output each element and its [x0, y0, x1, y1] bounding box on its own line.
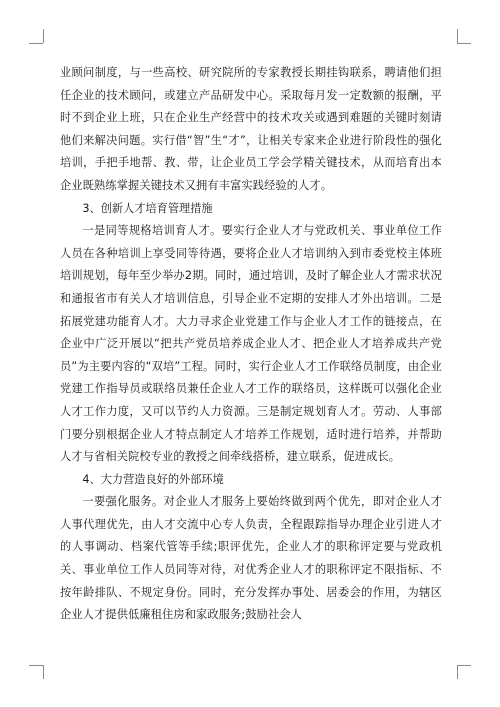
section-heading-4: 4、大力营造良好的外部环境: [82, 472, 224, 486]
document-body: [60, 62, 442, 627]
section-heading-3: 3、创新人才培育管理措施: [82, 201, 213, 215]
paragraph-training-measures: 一是同等规格培训育人才。要实行企业人才与党政机关、事业单位工作人员在各种培训上享受同等待遇，要将企业人才培训纳入到市委党校主体班培训规划，每年至少举办2期。同时，通过培训，及时了解企业人才需求状况和通报省市有关人才培训信息，引导企业不定期的安排人才外出培训。二是拓展党建功能育人才。大力寻求企业党建工作与企业人才工作的链接点，在企业中广泛开展以“把共产党员培养成企业人才、把企业人才培养成共产党员”为主要内容的“双培”工程。同时，实行企业人才工作联络员制度，由企业党建工作指导员或联络员兼任企业人才工作的联络员，这样既可以强化企业人才工作力度，又可以节约人力资源。三是制定规划育人才。劳动、人事部门要分别根据企业人才特点制定人才培养工作规划，适时进行培养，并帮助人才与省相关院校专业的教授之间牵线搭桥，建立联系，促进成长。: [60, 224, 442, 464]
paragraph-external-environment: 一要强化服务。对企业人才服务上要始终做到两个优先，即对企业人才人事代理优先，由人才交流中心专人负责，全程跟踪指导办理企业引进人才的人事调动、档案代管等手续;职评优先，企业人才的职称评定要与党政机关、事业单位工作人员同等对待，对优秀企业人才的职称评定不限指标、不按年龄排队、不规定身份。同时，充分发挥办事处、居委会的作用，为辖区企业人才提供低廉租住房和家政服务;鼓励社会人: [60, 495, 442, 622]
paragraph-expert-advisors: 业顾问制度，与一些高校、研究院所的专家教授长期挂钩联系，聘请他们担任企业的技术顾问，或建立产品研发中心。采取每月发一定数额的报酬，平时不到企业上班，只在企业生产经营中的技术攻关或遇到难题的关键时刻请他们来解决问题。实行借“智”生“才”，让相关专家来企业进行阶段性的强化培训，手把手地帮、教、带，让企业员工学会学精关键技术，从而培育出本企业既熟练掌握关键技术又拥有丰富实践经验的人才。: [60, 66, 442, 192]
